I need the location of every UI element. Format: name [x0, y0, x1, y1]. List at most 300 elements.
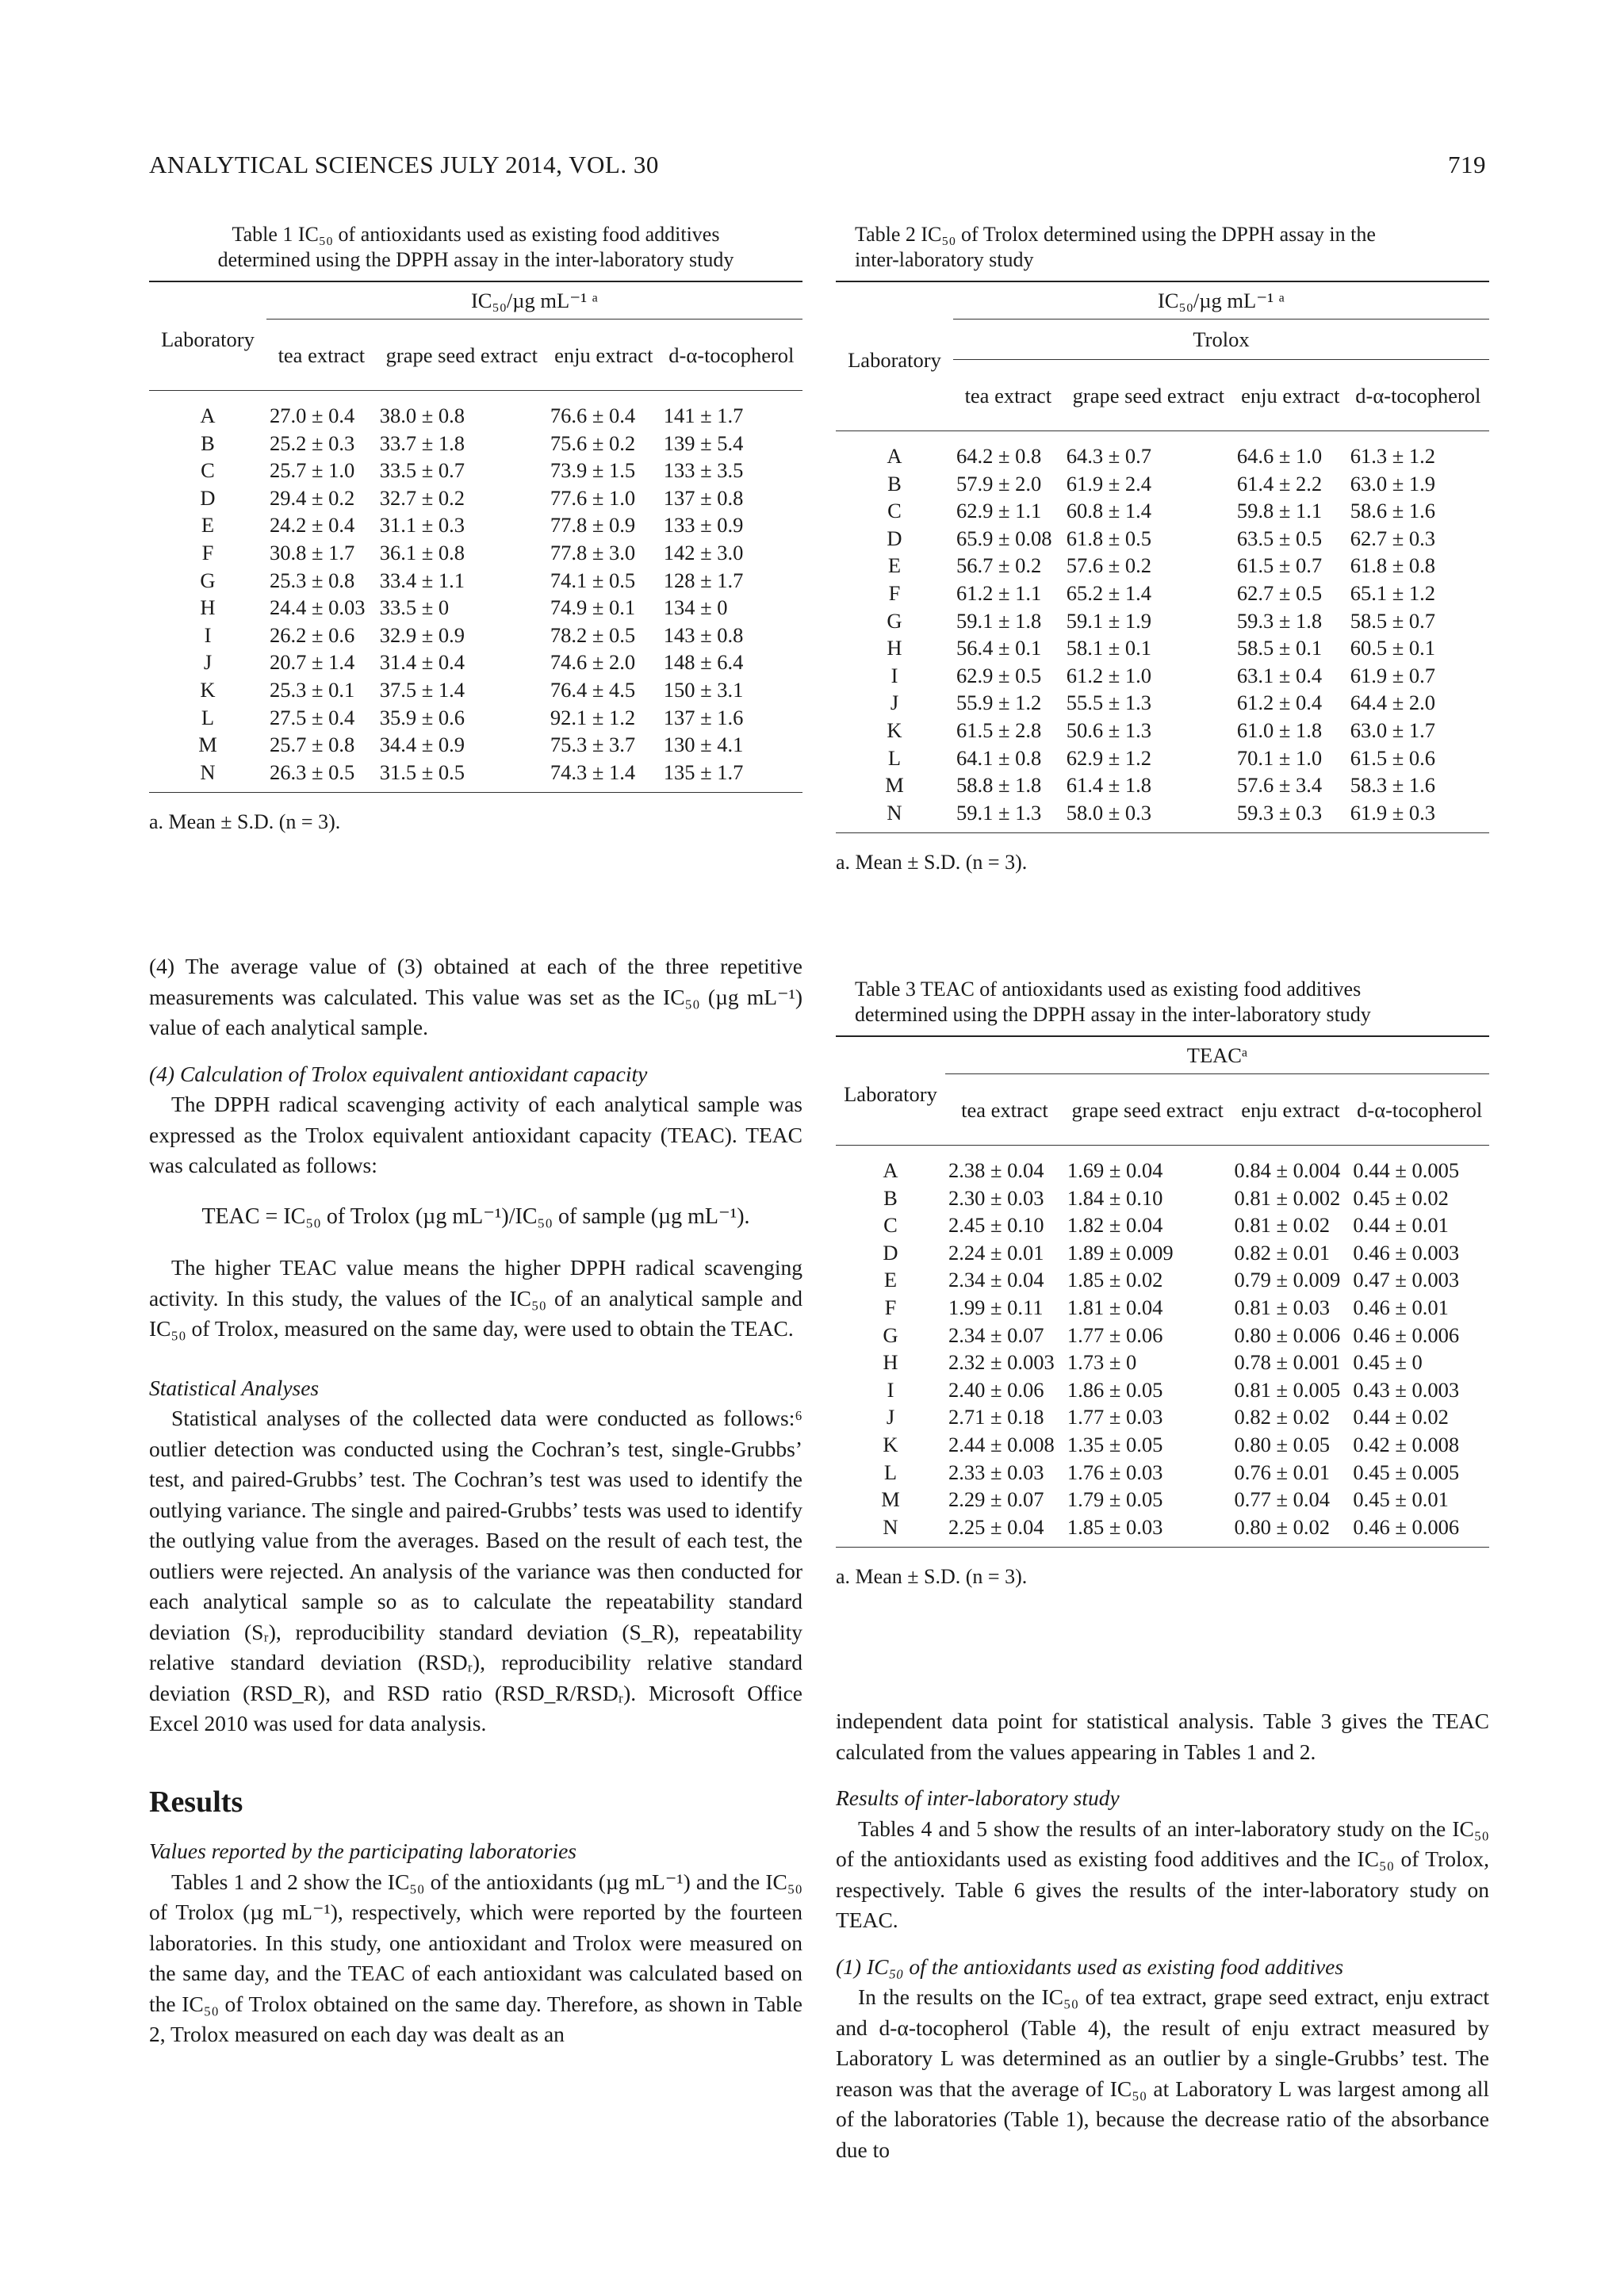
value-cell: 75.6 ± 0.2 — [550, 430, 636, 455]
value-cell: 1.84 ± 0.10 — [1067, 1185, 1163, 1210]
value-cell: 0.46 ± 0.003 — [1353, 1240, 1460, 1265]
value-cell: 0.80 ± 0.006 — [1234, 1322, 1341, 1347]
table-row — [836, 689, 1489, 717]
value-cell: 62.9 ± 1.1 — [956, 499, 1042, 523]
value-cell: 0.43 ± 0.003 — [1353, 1377, 1460, 1402]
value-cell: 92.1 ± 1.2 — [550, 705, 636, 729]
table-row — [836, 1376, 1489, 1404]
value-cell: 58.0 ± 0.3 — [1066, 800, 1152, 825]
value-cell: 64.4 ± 2.0 — [1350, 691, 1435, 715]
value-cell: 130 ± 4.1 — [663, 733, 744, 757]
table-row — [836, 1239, 1489, 1267]
value-cell: 61.9 ± 2.4 — [1066, 471, 1152, 496]
value-cell: 59.1 ± 1.8 — [956, 608, 1042, 633]
value-cell: 27.5 ± 0.4 — [270, 705, 355, 729]
value-cell: 62.9 ± 0.5 — [956, 663, 1042, 687]
value-cell: 73.9 ± 1.5 — [550, 458, 636, 483]
column-header: grape seed extract — [385, 342, 538, 367]
value-cell: 59.3 ± 0.3 — [1236, 800, 1323, 825]
value-cell: 2.71 ± 0.18 — [948, 1405, 1044, 1429]
value-cell: 1.73 ± 0 — [1067, 1350, 1137, 1375]
value-cell: 59.1 ± 1.3 — [956, 800, 1042, 825]
value-cell: 1.76 ± 0.03 — [1067, 1460, 1163, 1484]
value-cell: 75.3 ± 3.7 — [550, 733, 636, 757]
value-cell: 2.38 ± 0.04 — [948, 1158, 1044, 1182]
value-cell: 31.5 ± 0.5 — [379, 760, 465, 784]
value-cell: 33.7 ± 1.8 — [379, 430, 465, 455]
table-1-grid — [149, 289, 802, 792]
table-row — [836, 771, 1489, 799]
table-row — [836, 580, 1489, 607]
value-cell: 76.6 ± 0.4 — [550, 404, 636, 427]
column-header: d-α-tocopherol — [668, 342, 795, 367]
value-cell: 56.4 ± 0.1 — [956, 636, 1042, 660]
value-cell: 2.40 ± 0.06 — [948, 1377, 1044, 1402]
lab-header: Laboratory — [844, 1082, 937, 1106]
table-row — [836, 442, 1489, 470]
table-row — [836, 1266, 1489, 1294]
lab-cell: B — [883, 1185, 898, 1210]
value-cell: 60.5 ± 0.1 — [1350, 636, 1435, 660]
value-cell: 58.8 ± 1.8 — [956, 773, 1042, 798]
value-cell: 70.1 ± 1.0 — [1236, 745, 1323, 770]
paragraph-inter-lab: Tables 4 and 5 show the results of an inter-laboratory study on the IC₅₀ of the antioxidants used as existing food additives and the IC₅₀ of Trolox, respectively. Table 6 gives the results of the inter-laboratory study on TEAC. — [836, 1816, 1489, 1932]
value-cell: 0.45 ± 0.005 — [1353, 1460, 1460, 1484]
value-cell: 0.46 ± 0.006 — [1353, 1514, 1460, 1539]
paragraph-higher: The higher TEAC value means the higher DPPH radical scavenging activity. In this study, the values of the IC₅₀ of an analytical sample and IC₅₀ of Trolox, measured on the same day, were used to obtain the TEAC. — [149, 1255, 802, 1341]
value-cell: 0.82 ± 0.01 — [1234, 1240, 1331, 1265]
value-cell: 2.34 ± 0.04 — [948, 1268, 1044, 1292]
value-cell: 57.6 ± 0.2 — [1066, 553, 1152, 578]
value-cell: 61.8 ± 0.8 — [1350, 553, 1435, 578]
value-cell: 32.7 ± 0.2 — [379, 485, 465, 510]
teac-equation: TEAC = IC₅₀ of Trolox (µg mL⁻¹)/IC₅₀ of sample (µg mL⁻¹). — [201, 1203, 750, 1229]
lab-cell: M — [198, 733, 217, 757]
heading-statistics: Statistical Analyses — [149, 1375, 320, 1400]
value-cell: 61.4 ± 1.8 — [1066, 773, 1152, 798]
lab-cell: L — [887, 745, 902, 770]
value-cell: 133 ± 3.5 — [663, 458, 744, 483]
lab-cell: A — [200, 404, 216, 427]
value-cell: 78.2 ± 0.5 — [550, 622, 636, 647]
value-cell: 63.1 ± 0.4 — [1236, 663, 1323, 687]
value-cell: 34.4 ± 0.9 — [379, 733, 465, 757]
lab-cell: N — [883, 1514, 898, 1539]
table-row — [149, 759, 802, 786]
lab-cell: A — [883, 1158, 898, 1182]
paragraph-step4: (4) The average value of (3) obtained at each of the three repetitive measurements was calculated. This value was set as the IC₅₀ (µg mL⁻¹) value of each analytical sample. — [149, 954, 802, 1039]
column-header: enju extract — [1241, 383, 1340, 408]
value-cell: 133 ± 0.9 — [663, 513, 744, 538]
lab-cell: I — [887, 1377, 894, 1402]
value-cell: 33.5 ± 0.7 — [379, 458, 465, 483]
table-row — [836, 1184, 1489, 1212]
paragraph-teac: The DPPH radical scavenging activity of each analytical sample was expressed as the Trolox equivalent antioxidant capacity (TEAC). TEAC was calculated as follows: — [149, 1092, 802, 1177]
table-row — [149, 457, 802, 484]
value-cell: 26.2 ± 0.6 — [270, 622, 355, 647]
value-cell: 137 ± 1.6 — [663, 705, 744, 729]
column-header: enju extract — [554, 342, 653, 367]
value-cell: 33.5 ± 0 — [379, 595, 450, 620]
lab-cell: N — [200, 760, 216, 784]
value-cell: 0.76 ± 0.01 — [1234, 1460, 1331, 1484]
value-cell: 74.6 ± 2.0 — [550, 650, 636, 675]
value-cell: 1.77 ± 0.03 — [1067, 1405, 1163, 1429]
value-cell: 0.45 ± 0 — [1353, 1350, 1423, 1375]
value-cell: 137 ± 0.8 — [663, 485, 744, 510]
value-cell: 27.0 ± 0.4 — [270, 404, 355, 427]
value-cell: 0.80 ± 0.05 — [1234, 1432, 1331, 1456]
paragraph-statistics: Statistical analyses of the collected data were conducted as follows:⁶ outlier detection was conducted using the Cochran’s test, single-Grubbs’ test, and paired-Grubbs’ test. The Cochran’s test was used to identify the outlying variance. The single and paired-Grubbs’ tests was used to identify the outlying value from the averages. Based on the result of each test, the outliers were rejected. An analysis of the variance was then conducted for each analytical sample so as to calculate the repeatability standard deviation (Sᵣ), reproducibility standard deviation (S_R), repeatability relative standard deviation (RSDᵣ), reproducibility relative standard deviation (RSD_R), and RSD ratio (RSD_R/RSDᵣ). Microsoft Office Excel 2010 was used for data analysis. — [149, 1406, 802, 1735]
value-cell: 0.46 ± 0.006 — [1353, 1322, 1460, 1347]
value-cell: 60.8 ± 1.4 — [1066, 499, 1152, 523]
value-cell: 58.3 ± 1.6 — [1350, 773, 1435, 798]
table-2 — [836, 222, 1489, 874]
trolox-header: Trolox — [953, 320, 1489, 360]
lab-cell: E — [883, 1268, 898, 1292]
table-3-grid — [836, 1043, 1489, 1547]
lab-cell: C — [201, 458, 215, 483]
value-cell: 31.4 ± 0.4 — [379, 650, 465, 675]
table-2-footnote: a. Mean ± S.D. (n = 3). — [836, 851, 1028, 874]
value-cell: 55.9 ± 1.2 — [956, 691, 1042, 715]
lab-cell: H — [200, 595, 216, 620]
value-cell: 31.1 ± 0.3 — [379, 513, 465, 538]
table-row — [836, 1459, 1489, 1487]
value-cell: 24.4 ± 0.03 — [270, 595, 366, 620]
value-cell: 1.79 ± 0.05 — [1067, 1487, 1163, 1512]
value-cell: 37.5 ± 1.4 — [379, 677, 465, 702]
value-cell: 59.3 ± 1.8 — [1236, 608, 1323, 633]
group-header: IC₅₀/µg mL⁻¹ ᵃ — [266, 289, 802, 320]
value-cell: 0.82 ± 0.02 — [1234, 1405, 1331, 1429]
value-cell: 0.81 ± 0.02 — [1234, 1213, 1331, 1238]
value-cell: 77.8 ± 0.9 — [550, 513, 636, 538]
value-cell: 135 ± 1.7 — [663, 760, 744, 784]
value-cell: 74.9 ± 0.1 — [550, 595, 636, 620]
table-row — [149, 594, 802, 622]
lab-cell: F — [888, 580, 901, 605]
value-cell: 77.8 ± 3.0 — [550, 540, 636, 564]
value-cell: 50.6 ± 1.3 — [1066, 718, 1152, 742]
table-row — [149, 567, 802, 595]
value-cell: 148 ± 6.4 — [663, 650, 744, 675]
table-row — [836, 1294, 1489, 1322]
value-cell: 35.9 ± 0.6 — [379, 705, 465, 729]
table-row — [836, 634, 1489, 662]
value-cell: 55.5 ± 1.3 — [1066, 691, 1152, 715]
table-3-caption: Table 3 TEAC of antioxidants used as existing food additives determined using the DPPH assay in the inter-laboratory study — [855, 978, 1371, 1026]
lab-cell: I — [204, 622, 212, 647]
heading-values: Values reported by the participating laboratories — [149, 1839, 577, 1863]
column-header: tea extract — [278, 342, 366, 367]
value-cell: 57.6 ± 3.4 — [1236, 773, 1323, 798]
table-row — [149, 430, 802, 457]
table-row — [149, 511, 802, 539]
column-header: enju extract — [1241, 1097, 1340, 1122]
value-cell: 1.86 ± 0.05 — [1067, 1377, 1163, 1402]
value-cell: 0.84 ± 0.004 — [1234, 1158, 1341, 1182]
value-cell: 2.33 ± 0.03 — [948, 1460, 1044, 1484]
value-cell: 0.81 ± 0.002 — [1234, 1185, 1341, 1210]
table-row — [836, 607, 1489, 635]
lab-cell: H — [887, 636, 902, 660]
value-cell: 0.45 ± 0.02 — [1353, 1185, 1449, 1210]
value-cell: 2.29 ± 0.07 — [948, 1487, 1044, 1512]
value-cell: 25.7 ± 1.0 — [270, 458, 355, 483]
table-row — [149, 484, 802, 512]
table-2-caption: Table 2 IC₅₀ of Trolox determined using the DPPH assay in the inter-laboratory study — [855, 223, 1376, 271]
lab-cell: L — [883, 1460, 898, 1484]
value-cell: 61.2 ± 1.1 — [956, 580, 1042, 605]
value-cell: 64.6 ± 1.0 — [1236, 444, 1323, 468]
value-cell: 33.4 ± 1.1 — [379, 568, 465, 592]
section-results: Results — [149, 1785, 243, 1819]
paragraph-values: Tables 1 and 2 show the IC₅₀ of the antioxidants (µg mL⁻¹) and the IC₅₀ of Trolox (µg mL⁻¹), respectively, which were reported by the fourteen laboratories. In this study, one antioxidant and Trolox were measured on the same day, and the TEAC of each antioxidant was calculated based on the IC₅₀ of Trolox obtained on the same day. Therefore, as shown in Table 2, Trolox measured on each day was dealt as an — [149, 1869, 802, 2046]
value-cell: 0.47 ± 0.003 — [1353, 1268, 1460, 1292]
lab-cell: G — [883, 1322, 898, 1347]
lab-cell: E — [201, 513, 215, 538]
value-cell: 65.1 ± 1.2 — [1350, 580, 1435, 605]
lab-cell: B — [201, 430, 215, 455]
value-cell: 26.3 ± 0.5 — [270, 760, 355, 784]
value-cell: 2.34 ± 0.07 — [948, 1322, 1044, 1347]
page-number: 719 — [1448, 151, 1486, 178]
table-row — [836, 525, 1489, 553]
value-cell: 58.5 ± 0.7 — [1350, 608, 1435, 633]
lab-cell: G — [200, 568, 216, 592]
column-header: d-α-tocopherol — [1355, 383, 1481, 408]
paragraph-continued: independent data point for statistical analysis. Table 3 gives the TEAC calculated from the values appearing in Tables 1 and 2. — [836, 1709, 1489, 1764]
value-cell: 1.85 ± 0.03 — [1067, 1514, 1163, 1539]
table-row — [149, 402, 802, 430]
lab-cell: D — [200, 485, 216, 510]
table-row — [149, 649, 802, 676]
value-cell: 2.30 ± 0.03 — [948, 1185, 1044, 1210]
table-row — [836, 1157, 1489, 1184]
lab-cell: J — [890, 691, 899, 715]
value-cell: 1.81 ± 0.04 — [1067, 1295, 1163, 1319]
lab-cell: L — [201, 705, 215, 729]
value-cell: 128 ± 1.7 — [663, 568, 744, 592]
lab-cell: D — [887, 526, 902, 550]
table-row — [149, 676, 802, 704]
table-3 — [836, 977, 1489, 1589]
table-row — [836, 1211, 1489, 1239]
value-cell: 2.44 ± 0.008 — [948, 1432, 1055, 1456]
table-row — [836, 1431, 1489, 1459]
table-row — [836, 1349, 1489, 1376]
value-cell: 64.2 ± 0.8 — [956, 444, 1042, 468]
value-cell: 38.0 ± 0.8 — [379, 404, 465, 427]
lab-cell: B — [887, 471, 902, 496]
value-cell: 63.0 ± 1.9 — [1350, 471, 1435, 496]
value-cell: 1.69 ± 0.04 — [1067, 1158, 1163, 1182]
value-cell: 24.2 ± 0.4 — [270, 513, 355, 538]
lab-cell: H — [883, 1350, 898, 1375]
value-cell: 25.3 ± 0.1 — [270, 677, 355, 702]
value-cell: 1.99 ± 0.11 — [948, 1295, 1044, 1319]
lab-cell: I — [891, 663, 898, 687]
value-cell: 0.80 ± 0.02 — [1234, 1514, 1331, 1539]
value-cell: 61.2 ± 1.0 — [1066, 663, 1152, 687]
value-cell: 0.81 ± 0.03 — [1234, 1295, 1331, 1319]
value-cell: 0.44 ± 0.02 — [1353, 1405, 1449, 1429]
value-cell: 1.89 ± 0.009 — [1067, 1240, 1174, 1265]
value-cell: 1.85 ± 0.02 — [1067, 1268, 1163, 1292]
table-row — [149, 539, 802, 567]
lab-cell: J — [203, 650, 213, 675]
value-cell: 25.3 ± 0.8 — [270, 568, 355, 592]
value-cell: 76.4 ± 4.5 — [550, 677, 636, 702]
value-cell: 139 ± 5.4 — [663, 430, 744, 455]
lab-cell: D — [883, 1240, 898, 1265]
running-header: ANALYTICAL SCIENCES JULY 2014, VOL. 30 — [149, 151, 659, 178]
table-row — [836, 744, 1489, 772]
value-cell: 61.2 ± 0.4 — [1236, 691, 1323, 715]
lab-cell: J — [886, 1405, 895, 1429]
lab-cell: M — [881, 1487, 900, 1512]
heading-teac: (4) Calculation of Trolox equivalent antioxidant capacity — [149, 1061, 648, 1086]
table-row — [149, 622, 802, 649]
lab-cell: N — [887, 800, 902, 825]
lab-header: Laboratory — [848, 347, 941, 372]
value-cell: 0.42 ± 0.008 — [1353, 1432, 1460, 1456]
table-row — [149, 704, 802, 732]
value-cell: 0.77 ± 0.04 — [1234, 1487, 1331, 1512]
value-cell: 0.46 ± 0.01 — [1353, 1295, 1449, 1319]
table-1 — [149, 222, 802, 834]
value-cell: 62.9 ± 1.2 — [1066, 745, 1152, 770]
lab-cell: F — [884, 1295, 897, 1319]
value-cell: 56.7 ± 0.2 — [956, 553, 1042, 578]
value-cell: 58.6 ± 1.6 — [1350, 499, 1435, 523]
table-row — [836, 497, 1489, 525]
group-header: IC₅₀/µg mL⁻¹ ᵃ — [953, 289, 1489, 320]
value-cell: 0.78 ± 0.001 — [1234, 1350, 1341, 1375]
lab-cell: G — [887, 608, 902, 633]
value-cell: 63.5 ± 0.5 — [1236, 526, 1323, 550]
value-cell: 142 ± 3.0 — [663, 540, 744, 564]
lab-cell: E — [887, 553, 902, 578]
lab-cell: K — [887, 718, 902, 742]
value-cell: 62.7 ± 0.5 — [1236, 580, 1323, 605]
value-cell: 150 ± 3.1 — [663, 677, 744, 702]
value-cell: 32.9 ± 0.9 — [379, 622, 465, 647]
value-cell: 64.3 ± 0.7 — [1066, 444, 1152, 468]
value-cell: 58.5 ± 0.1 — [1236, 636, 1323, 660]
lab-cell: A — [887, 444, 902, 468]
value-cell: 30.8 ± 1.7 — [270, 540, 355, 564]
table-row — [836, 1322, 1489, 1349]
value-cell: 2.24 ± 0.01 — [948, 1240, 1044, 1265]
column-header: tea extract — [961, 1097, 1048, 1122]
lab-cell: C — [883, 1213, 898, 1238]
lab-header: Laboratory — [161, 327, 255, 351]
value-cell: 141 ± 1.7 — [663, 404, 744, 427]
table-3-footnote: a. Mean ± S.D. (n = 3). — [836, 1565, 1028, 1589]
column-header: grape seed extract — [1072, 383, 1224, 408]
value-cell: 64.1 ± 0.8 — [956, 745, 1042, 770]
value-cell: 61.9 ± 0.3 — [1350, 800, 1435, 825]
value-cell: 61.4 ± 2.2 — [1236, 471, 1323, 496]
value-cell: 0.81 ± 0.005 — [1234, 1377, 1341, 1402]
value-cell: 0.45 ± 0.01 — [1353, 1487, 1449, 1512]
lab-cell: M — [885, 773, 904, 798]
table-1-footnote: a. Mean ± S.D. (n = 3). — [149, 810, 341, 834]
value-cell: 134 ± 0 — [663, 595, 728, 620]
table-row — [149, 731, 802, 759]
lab-cell: C — [887, 499, 902, 523]
lab-cell: K — [200, 677, 216, 702]
group-header: TEACᵃ — [945, 1043, 1489, 1074]
table-1-caption: Table 1 IC₅₀ of antioxidants used as existing food additives determined using the DPPH assay in the inter-laboratory study — [217, 223, 734, 271]
heading-ic50: (1) IC₅₀ of the antioxidants used as existing food additives — [836, 1954, 1344, 1979]
value-cell: 61.3 ± 1.2 — [1350, 444, 1435, 468]
value-cell: 61.5 ± 0.7 — [1236, 553, 1323, 578]
table-row — [836, 717, 1489, 744]
value-cell: 29.4 ± 0.2 — [270, 485, 355, 510]
table-row — [836, 799, 1489, 827]
paragraph-ic50: In the results on the IC₅₀ of tea extract, grape seed extract, enju extract and d-α-tocopherol (Table 4), the result of enju extract measured by Laboratory L was determined as an outlier by a single-Grubbs’ test. The reason was that the average of IC₅₀ at Laboratory L was largest among all of the laboratories (Table 1), because the decrease ratio of the absorbance due to — [836, 1984, 1489, 2162]
value-cell: 2.45 ± 0.10 — [948, 1213, 1044, 1238]
column-header: grape seed extract — [1071, 1097, 1224, 1122]
value-cell: 143 ± 0.8 — [663, 622, 744, 647]
value-cell: 61.5 ± 0.6 — [1350, 745, 1435, 770]
value-cell: 0.79 ± 0.009 — [1234, 1268, 1341, 1292]
value-cell: 59.1 ± 1.9 — [1066, 608, 1152, 633]
value-cell: 20.7 ± 1.4 — [270, 650, 355, 675]
value-cell: 36.1 ± 0.8 — [379, 540, 465, 564]
table-row — [836, 662, 1489, 690]
lab-cell: F — [201, 540, 214, 564]
column-header: d-α-tocopherol — [1357, 1097, 1483, 1122]
table-row — [836, 1403, 1489, 1431]
value-cell: 59.8 ± 1.1 — [1236, 499, 1323, 523]
value-cell: 1.35 ± 0.05 — [1067, 1432, 1163, 1456]
left-column — [149, 951, 802, 2050]
value-cell: 25.7 ± 0.8 — [270, 733, 355, 757]
table-2-grid — [836, 289, 1489, 832]
table-row — [836, 1513, 1489, 1541]
value-cell: 74.1 ± 0.5 — [550, 568, 636, 592]
value-cell: 61.8 ± 0.5 — [1066, 526, 1152, 550]
value-cell: 65.2 ± 1.4 — [1066, 580, 1152, 605]
value-cell: 1.82 ± 0.04 — [1067, 1213, 1163, 1238]
value-cell: 77.6 ± 1.0 — [550, 485, 636, 510]
value-cell: 1.77 ± 0.06 — [1067, 1322, 1163, 1347]
value-cell: 0.44 ± 0.01 — [1353, 1213, 1449, 1238]
table-row — [836, 1486, 1489, 1513]
right-column — [836, 1706, 1489, 2165]
value-cell: 25.2 ± 0.3 — [270, 430, 355, 455]
value-cell: 58.1 ± 0.1 — [1066, 636, 1152, 660]
value-cell: 2.25 ± 0.04 — [948, 1514, 1044, 1539]
column-header: tea extract — [964, 383, 1052, 408]
value-cell: 74.3 ± 1.4 — [550, 760, 636, 784]
value-cell: 63.0 ± 1.7 — [1350, 718, 1435, 742]
value-cell: 61.9 ± 0.7 — [1350, 663, 1435, 687]
value-cell: 62.7 ± 0.3 — [1350, 526, 1435, 550]
table-row — [836, 552, 1489, 580]
heading-inter-lab: Results of inter-laboratory study — [836, 1785, 1120, 1810]
value-cell: 57.9 ± 2.0 — [956, 471, 1042, 496]
table-row — [836, 470, 1489, 498]
value-cell: 61.0 ± 1.8 — [1236, 718, 1323, 742]
value-cell: 0.44 ± 0.005 — [1353, 1158, 1460, 1182]
value-cell: 61.5 ± 2.8 — [956, 718, 1042, 742]
value-cell: 2.32 ± 0.003 — [948, 1350, 1055, 1375]
